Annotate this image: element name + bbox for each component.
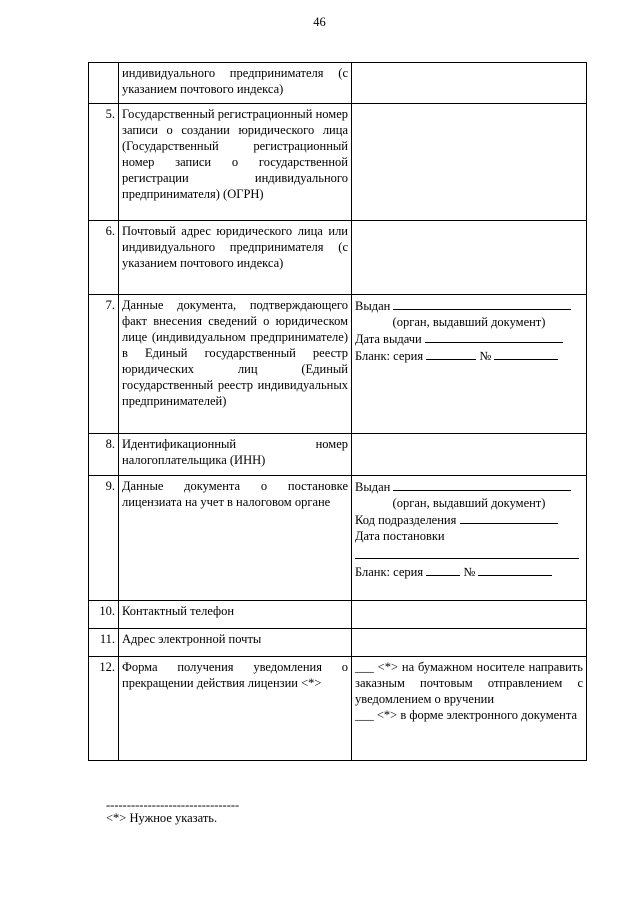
blank-series-label: Бланк: серия xyxy=(355,349,424,363)
row-label: Адрес электронной почты xyxy=(119,629,352,657)
row-value-field[interactable] xyxy=(352,104,587,221)
row-number: 10. xyxy=(89,601,119,629)
issued-label: Выдан xyxy=(355,299,391,313)
table-row xyxy=(89,657,587,761)
row-label: Данные документа о постановке лицензиата на учет в налоговом органе xyxy=(119,476,352,601)
issued-label: Выдан xyxy=(355,480,391,494)
row-number: 8. xyxy=(89,434,119,476)
series-field[interactable] xyxy=(426,347,476,360)
row-number: 9. xyxy=(89,476,119,601)
row-value-field[interactable] xyxy=(352,63,587,104)
option-paper[interactable]: ___ <*> на бумажном носителе направить заказным почтовым отправлением с уведомлением о вручении xyxy=(355,660,583,706)
number-field[interactable] xyxy=(494,347,558,360)
row-label: Почтовый адрес юридического лица или индивидуального предпринимателя (с указанием почтового индекса) xyxy=(119,221,352,295)
issued-by-field[interactable] xyxy=(393,297,571,310)
row-label: Контактный телефон xyxy=(119,601,352,629)
row-label: Идентификационный номер налогоплательщика (ИНН) xyxy=(119,434,352,476)
number-sign: № xyxy=(463,565,476,579)
issue-date-field[interactable] xyxy=(425,330,563,343)
table-row xyxy=(89,434,587,476)
row-number: 6. xyxy=(89,221,119,295)
row-label: Государственный регистрационный номер записи о создании юридического лица (Государственный регистрационный номер записи о государственной регистрации индивидуального предпринимателя) (ОГРН) xyxy=(119,104,352,221)
row-number: 12. xyxy=(89,657,119,761)
table-row xyxy=(89,629,587,657)
notification-form-options xyxy=(352,657,587,761)
registration-date-label: Дата постановки xyxy=(355,529,445,543)
table-row xyxy=(89,221,587,295)
number-field[interactable] xyxy=(478,563,552,576)
row-label: Данные документа, подтверждающего факт внесения сведений о юридическом лице (индивидуальном предпринимателе) в Единый государственный реестр юридических лиц (Единый государственный реестр индивидуальных предпринимателей) xyxy=(119,295,352,434)
issuer-note: (орган, выдавший документ) xyxy=(392,315,546,329)
row-value-field[interactable] xyxy=(352,434,587,476)
contact-phone-field[interactable] xyxy=(352,601,587,629)
footnote-separator: -------------------------------- xyxy=(106,798,240,812)
row-number: 7. xyxy=(89,295,119,434)
table-row xyxy=(89,295,587,434)
page-number: 46 xyxy=(313,15,326,29)
row-number: 11. xyxy=(89,629,119,657)
table-row xyxy=(89,63,587,104)
egr-document-details xyxy=(352,295,587,434)
license-form-table xyxy=(88,62,587,761)
footnote-text: <*> Нужное указать. xyxy=(106,811,218,825)
registration-date-field[interactable] xyxy=(355,546,579,559)
row-label: Форма получения уведомления о прекращении действия лицензии <*> xyxy=(119,657,352,761)
issued-by-field[interactable] xyxy=(393,478,571,491)
issue-date-label: Дата выдачи xyxy=(355,332,422,346)
option-electronic[interactable]: ___ <*> в форме электронного документа xyxy=(355,708,578,722)
tax-registration-details xyxy=(352,476,587,601)
row-number: 5. xyxy=(89,104,119,221)
number-sign: № xyxy=(479,349,492,363)
table-row xyxy=(89,104,587,221)
division-code-label: Код подразделения xyxy=(355,513,457,527)
row-number xyxy=(89,63,119,104)
email-field[interactable] xyxy=(352,629,587,657)
division-code-field[interactable] xyxy=(460,511,558,524)
series-field[interactable] xyxy=(426,563,460,576)
blank-series-label: Бланк: серия xyxy=(355,565,424,579)
issuer-note: (орган, выдавший документ) xyxy=(392,496,546,510)
table-row xyxy=(89,601,587,629)
table-row xyxy=(89,476,587,601)
row-label: индивидуального предпринимателя (с указанием почтового индекса) xyxy=(119,63,352,104)
row-value-field[interactable] xyxy=(352,221,587,295)
